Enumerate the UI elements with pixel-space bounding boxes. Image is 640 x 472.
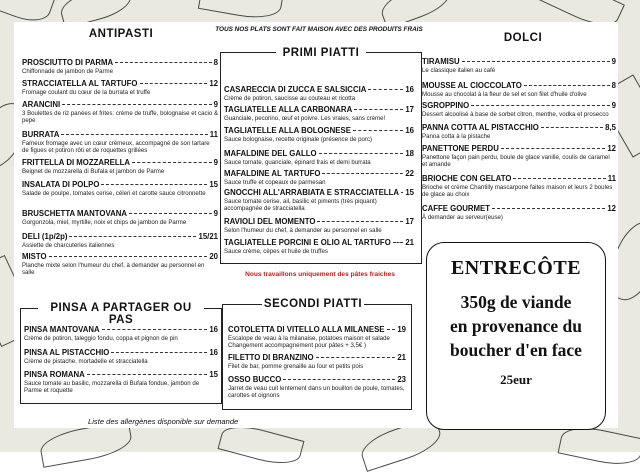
item-description: Mousse au chocolat à la fleur de sel et son filet d'huile d'olive	[422, 90, 587, 98]
item-price: 16	[209, 325, 218, 334]
antipasti-menu-item	[22, 101, 218, 124]
item-price: 11	[209, 130, 218, 139]
item-price: 18	[405, 149, 414, 158]
item-name: SGROPPINO	[422, 101, 470, 110]
price-leader	[319, 153, 404, 154]
price-leader	[132, 162, 212, 163]
header-note: TOUS NOS PLATS SONT FAIT MAISON AVEC DES PRODUITS FRAIS	[215, 26, 423, 33]
secondi-menu-item	[228, 376, 406, 399]
item-description: Assiette de charcuteries italiennes	[22, 241, 115, 249]
item-name-row	[224, 239, 414, 248]
item-name-row	[22, 253, 218, 262]
price-leader	[368, 89, 403, 90]
antipasti-title: ANTIPASTI	[88, 28, 154, 40]
item-price: 8,5	[605, 123, 616, 132]
pinsa-menu-item	[24, 371, 218, 394]
price-leader	[492, 208, 605, 209]
item-name: CASARECCIA DI ZUCCA E SALSICCIA	[224, 85, 367, 94]
dolci-menu-item	[422, 205, 616, 221]
price-leader	[62, 104, 212, 105]
item-price: 9	[611, 57, 616, 66]
price-leader	[354, 109, 403, 110]
item-name: GNOCCHI ALL'ARRABIATA E STRACCIATELLA	[224, 188, 399, 197]
item-price: 22	[405, 169, 414, 178]
item-description: Crème de pistache, mortadelle et stracciatella	[24, 357, 148, 365]
price-leader	[513, 178, 605, 179]
item-name-row	[22, 59, 218, 68]
item-name-row	[422, 124, 616, 133]
item-price: 16	[405, 85, 414, 94]
price-leader	[140, 83, 208, 84]
item-name: MISTO	[22, 252, 47, 261]
price-leader	[471, 105, 609, 106]
antipasti-menu-item	[22, 59, 218, 75]
item-description: Selon l'humeur du chef, à demander au personnel en salle	[224, 226, 382, 234]
item-description: Chiffonnade de jambon de Parme	[22, 67, 114, 75]
item-description: Dessert alcoolisé à base de sorbet citron, menthe, vodka et prosecco	[422, 110, 609, 118]
primi-menu-item	[224, 86, 414, 102]
item-description: Sauce tomate au basilic, mozzarella di Bufala fondue, jambon de Parme et roquette	[24, 379, 200, 394]
antipasti-menu-item	[22, 159, 218, 175]
item-price: 16	[209, 348, 218, 357]
item-price: 21	[397, 353, 406, 362]
item-price: 16	[405, 126, 414, 135]
item-price: 9	[611, 101, 616, 110]
item-name: TIRAMISU	[422, 57, 460, 66]
price-leader	[462, 61, 610, 62]
price-leader	[353, 130, 403, 131]
price-leader	[316, 357, 396, 358]
dolci-menu-item	[422, 175, 616, 198]
item-name: FILETTO DI BRANZINO	[228, 353, 314, 362]
primi-menu-item	[224, 218, 414, 234]
item-name-row	[422, 145, 616, 154]
item-name-row	[24, 326, 218, 335]
price-leader	[111, 352, 207, 353]
item-name: TAGLIATELLE ALLA CARBONARA	[224, 105, 353, 114]
item-name-row	[224, 86, 414, 95]
item-name: BURRATA	[22, 130, 60, 139]
primi-title: PRIMI PIATTI	[276, 47, 366, 59]
item-price: 15/21	[198, 232, 218, 241]
dolci-title: DOLCI	[503, 32, 543, 44]
primi-menu-item	[224, 170, 414, 186]
primi-menu-item	[224, 150, 414, 166]
item-price: 11	[607, 174, 616, 183]
item-price: 9	[213, 100, 218, 109]
item-description: Panna cotta à la pistache	[422, 132, 491, 140]
item-name: MAFALDINE AL TARTUFO	[224, 169, 321, 178]
price-leader	[317, 221, 403, 222]
primi-menu-item	[224, 127, 414, 143]
price-leader	[387, 329, 396, 330]
item-description: Sauce bolognaise, recette originale (présence de porc)	[224, 135, 373, 143]
item-description: Beignet de mozzarella di Bufala et jambon de Parme	[22, 167, 165, 175]
item-description: Guanciale, pecorino, œuf et poivre. Les vraies, sans crème!	[224, 114, 386, 122]
antipasti-menu-item	[22, 253, 218, 276]
item-name: PINSA ROMANA	[24, 370, 85, 379]
pinsa-menu-item	[24, 349, 218, 365]
item-description: Fromage coulant du cœur de la burrata et truffe	[22, 88, 151, 96]
item-price: 21	[405, 238, 414, 247]
item-description: Crème de potiron, taleggio fondu, coppa et pignon de pin	[24, 334, 178, 342]
item-name: DELI (1p/2p)	[22, 232, 68, 241]
item-description: À demander au serveur(euse)	[422, 213, 503, 221]
antipasti-menu-item	[22, 80, 218, 96]
item-name-row	[22, 80, 218, 89]
item-description: 3 Boulettes de riz panées et frites: crème de truffe, bolognaise et cacio & pepe	[22, 109, 219, 124]
item-name-row	[224, 106, 414, 115]
dolci-menu-item	[422, 145, 616, 168]
item-price: 12	[607, 204, 616, 213]
item-name: COTOLETTA DI VITELLO ALLA MILANESE	[228, 325, 385, 334]
item-name-row	[228, 376, 406, 385]
pinsa-title: PINSA A PARTAGER OU PAS	[38, 302, 204, 326]
item-name-row	[224, 218, 414, 227]
item-price: 9	[213, 209, 218, 218]
item-description: Salade de poulpe, tomates cerise, céleri et carotte sauce citronnette	[22, 189, 206, 197]
antipasti-menu-item	[22, 210, 218, 226]
primi-menu-item	[224, 239, 414, 255]
item-price: 17	[405, 105, 414, 114]
item-name-row	[422, 205, 616, 214]
item-description: Sauce truffe et copeaux de parmesan	[224, 178, 326, 186]
item-name-row	[228, 326, 406, 335]
dolci-menu-item	[422, 82, 616, 98]
item-name: BRUSCHETTA MANTOVANA	[22, 209, 127, 218]
item-name: OSSO BUCCO	[228, 375, 282, 384]
item-description: Gorgonzola, miel, myrtille, noix et chips de jambon de Parme	[22, 218, 187, 226]
item-name: MAFALDINE DEL GALLO	[224, 149, 317, 158]
item-price: 19	[397, 325, 406, 334]
item-description: Jarret de veau cuit lentement dans un bouillon de poule, tomates, carottes et oignons	[228, 384, 405, 399]
dolci-menu-item	[422, 102, 616, 118]
dolci-menu-item	[422, 58, 616, 74]
item-name-row	[224, 189, 414, 198]
item-price: 8	[213, 58, 218, 67]
item-name: ARANCINI	[22, 100, 61, 109]
antipasti-menu-item	[22, 131, 218, 154]
fresh-pasta-note: Nous travaillons uniquement des pâtes fraiches	[245, 271, 395, 278]
item-name: CAFFE GOURMET	[422, 204, 491, 213]
item-description: Sauce crème, cèpes et huile de truffes	[224, 247, 328, 255]
price-leader	[49, 256, 208, 257]
price-leader	[541, 127, 603, 128]
item-price: 9	[213, 158, 218, 167]
item-description: Sauce tomate cerise, ail, basilic et piments (très piquant) accompagnée de stracciatella	[224, 197, 377, 212]
entrecote-price: 25eur	[500, 372, 532, 387]
item-description: Sauce tomate, guanciale, épinard frais et demi burrata	[224, 158, 371, 166]
antipasti-menu-item	[22, 233, 218, 249]
item-description: Crème de potiron, saucisse au couteau et ricotta	[224, 94, 356, 102]
item-name: TAGLIATELLE PORCINI E OLIO AL TARTUFO	[224, 238, 391, 247]
price-leader	[102, 329, 208, 330]
item-name: PANETTONE PERDU	[422, 144, 499, 153]
item-name-row	[24, 371, 218, 380]
item-description: Escalope de veau à la milanaise, potatoes maison et salade Changement accompagnement pour pâtes + 3,5€ )	[228, 334, 390, 349]
item-name: PINSA AL PISTACCHIO	[24, 348, 110, 357]
item-description: Filet de bar, pomme grenaille au four et petits pois	[228, 362, 364, 370]
secondi-title: SECONDI PIATTI	[263, 298, 363, 310]
item-name: PROSCIUTTO DI PARMA	[22, 58, 114, 67]
item-description: Panettone façon pain perdu, boule de glace vanille, coulis de caramel et amande	[422, 153, 610, 168]
item-name-row	[228, 354, 406, 363]
item-price: 15	[209, 370, 218, 379]
item-name: FRITTELLA DI MOZZARELLA	[22, 158, 130, 167]
price-leader	[69, 236, 196, 237]
item-description: Brioche et crème Chantilly mascarpone faites maison et leurs 2 boules de glace au choix	[422, 183, 613, 198]
secondi-menu-item	[228, 326, 406, 349]
item-price: 20	[209, 252, 218, 261]
item-name-row	[224, 170, 414, 179]
item-name: PANNA COTTA AL PISTACCHIO	[422, 123, 539, 132]
price-leader	[401, 192, 403, 193]
item-price: 15	[405, 188, 414, 197]
item-name-row	[22, 210, 218, 219]
item-name-row	[22, 131, 218, 140]
price-leader	[501, 148, 605, 149]
item-description: Le classique italien au café	[422, 66, 496, 74]
item-name-row	[422, 82, 616, 91]
item-price: 12	[209, 79, 218, 88]
dolci-menu-item	[422, 124, 616, 140]
entrecote-line-2: en provenance du	[450, 316, 582, 336]
item-price: 15	[209, 180, 218, 189]
item-price: 12	[607, 144, 616, 153]
entrecote-line-3: boucher d'en face	[450, 340, 582, 360]
item-name: INSALATA DI POLPO	[22, 180, 100, 189]
item-name-row	[22, 233, 218, 242]
item-name-row	[224, 127, 414, 136]
price-leader	[393, 242, 404, 243]
price-leader	[524, 85, 610, 86]
item-name: MOUSSE AL CIOCCOLATO	[422, 81, 522, 90]
price-leader	[322, 173, 403, 174]
item-price: 8	[611, 81, 616, 90]
price-leader	[283, 379, 395, 380]
price-leader	[61, 134, 207, 135]
primi-menu-item	[224, 106, 414, 122]
item-name: BRIOCHE CON GELATO	[422, 174, 512, 183]
antipasti-menu-item	[22, 181, 218, 197]
allergens-note: Liste des allergènes disponible sur demande	[88, 417, 239, 426]
price-leader	[101, 184, 207, 185]
item-name-row	[224, 150, 414, 159]
item-name: TAGLIATELLE ALLA BOLOGNESE	[224, 126, 351, 135]
item-name-row	[22, 101, 218, 110]
item-name-row	[22, 159, 218, 168]
item-price: 17	[405, 217, 414, 226]
item-name-row	[22, 181, 218, 190]
item-name-row	[422, 175, 616, 184]
item-name: PINSA MANTOVANA	[24, 325, 100, 334]
price-leader	[129, 213, 212, 214]
item-name-row	[422, 58, 616, 67]
entrecote-title: ENTRECÔTE	[450, 257, 582, 279]
primi-menu-item	[224, 189, 414, 212]
entrecote-line-1: 350g de viande	[460, 292, 572, 312]
price-leader	[87, 374, 208, 375]
item-name: STRACCIATELLA AL TARTUFO	[22, 79, 138, 88]
pinsa-menu-item	[24, 326, 218, 342]
item-name-row	[24, 349, 218, 358]
item-name-row	[422, 102, 616, 111]
item-description: Fameux fromage avec un cœur crémeux, accompagné de son tartare de figues et potiron rôti et de roquettes grillées	[22, 139, 210, 154]
entrecote-special-box	[426, 242, 606, 430]
secondi-menu-item	[228, 354, 406, 370]
price-leader	[115, 62, 212, 63]
item-price: 23	[397, 375, 406, 384]
item-name: RAVIOLI DEL MOMENTO	[224, 217, 316, 226]
item-description: Planche mixte selon l'humeur du chef, à demander au personnel en salle	[22, 261, 205, 276]
